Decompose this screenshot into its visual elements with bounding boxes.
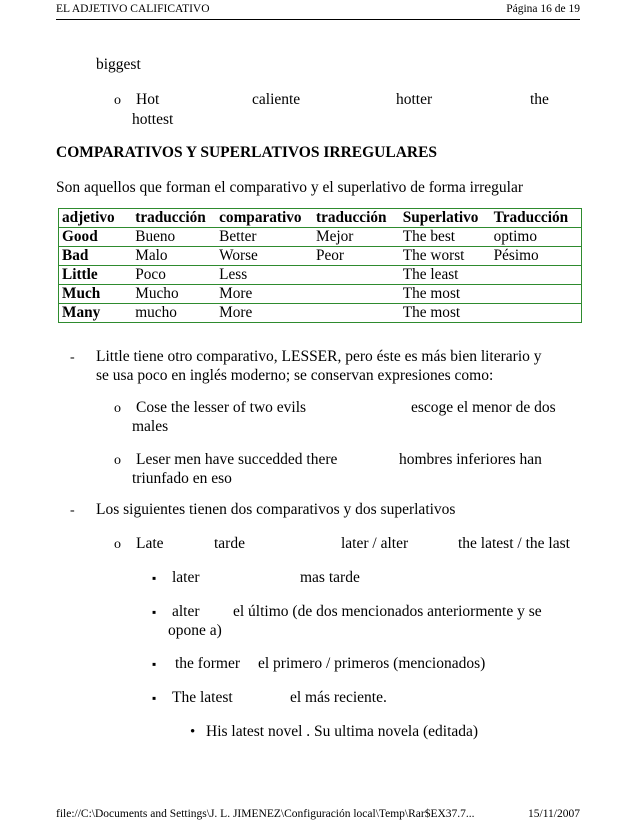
section-intro: Son aquellos que forman el comparativo y el superlativo de forma irregular (56, 179, 523, 196)
header-divider (56, 19, 580, 20)
table-cell: Little (59, 266, 133, 285)
text-el-ultimo: el último (de dos mencionados anteriormente y se (233, 603, 542, 620)
table-cell (491, 285, 582, 304)
text-later-alter: later / alter (341, 535, 409, 552)
table-cell (491, 304, 582, 323)
text-el-ultimo-cont: opone a) (168, 622, 222, 639)
table-cell: Pésimo (491, 247, 582, 266)
text-latest-last: the latest / the last (458, 535, 570, 552)
header-page-number: Página 16 de 19 (506, 3, 580, 15)
table-cell: More (216, 304, 313, 323)
table-cell: Much (59, 285, 133, 304)
text-tarde: tarde (214, 535, 245, 552)
text-hotter: hotter (396, 91, 433, 108)
table-cell: Peor (313, 247, 400, 266)
table-row (59, 266, 582, 285)
table-cell: Poco (132, 266, 216, 285)
text-el-primero: el primero / primeros (mencionados) (258, 655, 486, 672)
text-cose-en: Cose the lesser of two evils (136, 399, 307, 416)
text-late: Late (136, 535, 164, 552)
text-the-former: the former (175, 655, 240, 672)
text-lesser-line1: Little tiene otro comparativo, LESSER, pero éste es más bien literario y (96, 348, 542, 365)
square-bullet-marker: ▪ (152, 605, 157, 619)
table-cell: Better (216, 228, 313, 247)
text-leser-es: hombres inferiores han (399, 451, 542, 468)
square-bullet-marker: ▪ (152, 657, 157, 671)
table-cell: The least (400, 266, 491, 285)
dash-bullet-marker: - (70, 350, 75, 365)
text-the-latest: The latest (172, 689, 233, 706)
section-title: COMPARATIVOS Y SUPERLATIVOS IRREGULARES (56, 144, 438, 161)
text-the: the (530, 91, 549, 108)
table-cell: Many (59, 304, 133, 323)
table-cell: Mejor (313, 228, 400, 247)
table-cell: The worst (400, 247, 491, 266)
table-cell: The most (400, 285, 491, 304)
table-cell: Good (59, 228, 133, 247)
table-cell: Bueno (132, 228, 216, 247)
square-bullet-marker: ▪ (152, 691, 157, 705)
table-header-cell: Traducción (491, 209, 582, 228)
circle-bullet-marker: o (114, 401, 121, 416)
table-row (59, 247, 582, 266)
text-el-mas-reciente: el más reciente. (290, 689, 387, 706)
table-cell: Worse (216, 247, 313, 266)
table-header-row (59, 209, 582, 228)
footer-file-path: file://C:\Documents and Settings\J. L. JIMENEZ\Configuración local\Temp\Rar$EX37.7... (56, 808, 475, 820)
text-leser-en: Leser men have succedded there (136, 451, 338, 468)
text-lesser-line2: se usa poco en inglés moderno; se conservan expresiones como: (96, 367, 494, 384)
table-row (59, 285, 582, 304)
table-row (59, 304, 582, 323)
table-header-cell: adjetivo (59, 209, 133, 228)
text-leser-es-cont: triunfado en eso (132, 470, 232, 487)
table-cell: More (216, 285, 313, 304)
table-header-cell: comparativo (216, 209, 313, 228)
table-header-cell: Superlativo (400, 209, 491, 228)
text-hot: Hot (136, 91, 160, 108)
table-cell: The best (400, 228, 491, 247)
table-cell: Mucho (132, 285, 216, 304)
table-cell: optimo (491, 228, 582, 247)
table-header-cell: traducción (313, 209, 400, 228)
text-later: later (172, 569, 200, 586)
table-header-cell: traducción (132, 209, 216, 228)
table-cell: mucho (132, 304, 216, 323)
dot-bullet-marker: • (190, 724, 196, 740)
square-bullet-marker: ▪ (152, 571, 157, 585)
irregular-adjectives-table (58, 208, 582, 323)
table-cell: Malo (132, 247, 216, 266)
text-biggest: biggest (96, 56, 141, 73)
text-mas-tarde: mas tarde (300, 569, 360, 586)
text-hottest: hottest (132, 111, 174, 128)
table-cell (313, 266, 400, 285)
text-cose-es-cont: males (132, 418, 169, 435)
table-cell: The most (400, 304, 491, 323)
circle-bullet-marker: o (114, 453, 121, 468)
table-cell: Bad (59, 247, 133, 266)
page-header (56, 0, 580, 18)
text-cose-es: escoge el menor de dos (411, 399, 556, 416)
table-cell (313, 304, 400, 323)
table-cell (491, 266, 582, 285)
table-row (59, 228, 582, 247)
table-cell (313, 285, 400, 304)
table-cell: Less (216, 266, 313, 285)
circle-bullet-marker: o (114, 537, 121, 552)
footer-date: 15/11/2007 (528, 808, 580, 820)
dash-bullet-marker: - (70, 503, 75, 518)
header-title: EL ADJETIVO CALIFICATIVO (56, 3, 210, 15)
text-dos-comparativos: Los siguientes tienen dos comparativos y dos superlativos (96, 501, 456, 518)
text-caliente: caliente (252, 91, 301, 108)
circle-bullet-marker: o (114, 93, 121, 108)
text-alter: alter (172, 603, 200, 620)
text-latest-novel: His latest novel . Su ultima novela (editada) (206, 723, 479, 740)
